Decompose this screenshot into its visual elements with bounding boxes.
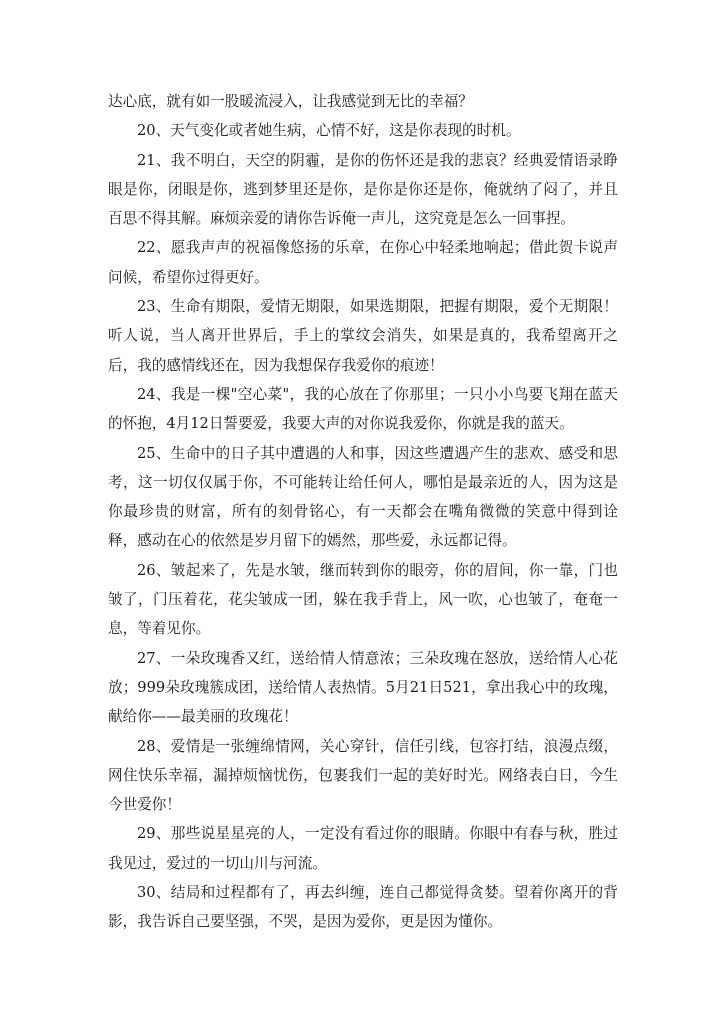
paragraph-21: 21、我不明白，天空的阴霾，是你的伤怀还是我的悲哀？经典爱情语录睁眼是你，闭眼是你，逃到梦里还是你，是你是你还是你，俺就纳了闷了，并且百思不得其解。麻烦亲爱的请你告诉俺一声儿，这究竟是怎么一回事捏。 (108, 151, 618, 228)
paragraph-20: 20、天气变化或者她生病，心情不好，这是你表现的时机。 (137, 122, 521, 140)
paragraph-27: 27、一朵玫瑰香又红，送给情人情意浓；三朵玫瑰在怒放，送给情人心花放；999朵玫瑰簇成团，送给情人表热情。5月21日521，拿出我心中的玫瑰，献给你——最美丽的玫瑰花！ (108, 649, 618, 726)
paragraph-29: 29、那些说星星亮的人，一定没有看过你的眼睛。你眼中有春与秋，胜过我见过，爱过的一切山川与河流。 (108, 825, 618, 872)
paragraph-23: 23、生命有期限，爱情无期限，如果选期限，把握有期限，爱个无期限！听人说，当人离开世界后，手上的掌纹会消失，如果是真的，我希望离开之后，我的感情线还在，因为我想保存我爱你的痕迹！ (108, 298, 618, 374)
paragraph-30: 30、结局和过程都有了，再去纠缠，连自己都觉得贪婪。望着你离开的背影，我告诉自己要坚强，不哭，是因为爱你，更是因为懂你。 (108, 884, 618, 931)
paragraph-24: 24、我是一棵"空心菜"，我的心放在了你那里；一只小小鸟要飞翔在蓝天的怀抱，4月12日誓要爱，我要大声的对你说我爱你，你就是我的蓝天。 (108, 385, 618, 433)
paragraph-22: 22、愿我声声的祝福像悠扬的乐章，在你心中轻柔地响起；借此贺卡说声问候，希望你过得更好。 (108, 239, 618, 286)
paragraph-25: 25、生命中的日子其中遭遇的人和事，因这些遭遇产生的悲欢、感受和思考，这一切仅仅属于你，不可能转让给任何人，哪怕是最亲近的人，因为这是你最珍贵的财富，所有的刻骨铭心，有一天都会在嘴角微微的笑意中得到诠释，感动在心的依然是岁月留下的嫣然，那些爱，永远都记得。 (108, 444, 618, 550)
paragraph-28: 28、爱情是一张缠绵情网，关心穿针，信任引线，包容打结，浪漫点缀，网住快乐幸福，漏掉烦恼忧伤，包裹我们一起的美好时光。网络表白日，今生今世爱你！ (108, 737, 618, 814)
document-body (108, 87, 618, 937)
paragraph-26: 26、皱起来了，先是水皱，继而转到你的眼旁，你的眉间，你一靠，门也皱了，门压着花，花尖皱成一团，躲在我手背上，风一吹，心也皱了，奄奄一息，等着见你。 (108, 561, 618, 638)
paragraph-continuation: 达心底，就有如一股暖流浸入，让我感觉到无比的幸福？ (108, 93, 473, 110)
